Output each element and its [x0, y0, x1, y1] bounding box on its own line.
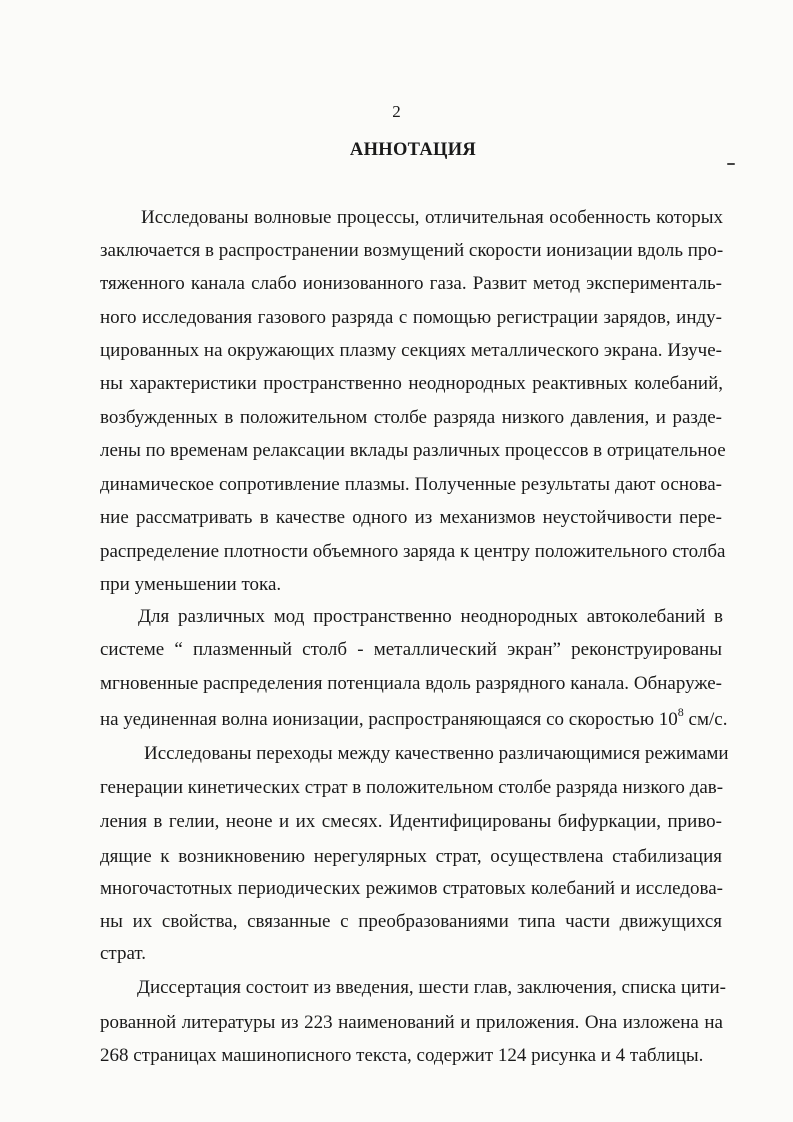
text-line: заключается в распространении возмущений скорости ионизации вдоль про- — [100, 240, 724, 261]
text-line: мгновенные распределения потенциала вдоль разрядного канала. Обнаруже- — [100, 673, 722, 694]
scan-speck — [727, 163, 735, 165]
text-line: 268 страницах машинописного текста, содержит 124 рисунка и 4 таблицы. — [100, 1045, 704, 1066]
speed-unit: см/с. — [683, 709, 728, 730]
text-line: Исследованы переходы между качественно различающимися режимами — [144, 743, 729, 764]
text-line: лены по временам релаксации вклады различных процессов в отрицательное — [100, 440, 726, 461]
text-segment: на уединенная волна ионизации, распространяющаяся со скоростью 10 — [100, 709, 678, 730]
text-line: многочастотных периодических режимов стратовых колебаний и исследова- — [100, 878, 723, 899]
text-line: ны их свойства, связанные с преобразованиями типа части движущихся — [100, 911, 722, 932]
text-line: генерации кинетических страт в положительном столбе разряда низкого дав- — [100, 777, 724, 798]
text-line: Для различных мод пространственно неоднородных автоколебаний в — [138, 606, 723, 627]
text-line-with-speed — [100, 705, 793, 732]
text-line: ного исследования газового разряда с помощью регистрации зарядов, инду- — [100, 307, 722, 328]
text-line: распределение плотности объемного заряда к центру положительного столба — [100, 541, 726, 562]
text-line: ны характеристики пространственно неоднородных реактивных колебаний, — [100, 373, 723, 394]
text-line: ления в гелии, неоне и их смесях. Идентифицированы бифуркации, приво- — [100, 811, 722, 832]
page-title: АННОТАЦИЯ — [349, 140, 477, 160]
text-line: дящие к возникновению нерегулярных страт, осуществлена стабилизация — [100, 846, 722, 867]
text-line: ние рассматривать в качестве одного из механизмов неустойчивости пере- — [100, 507, 722, 528]
page-number: 2 — [392, 102, 401, 121]
text-line: тяженного канала слабо ионизованного газа. Развит метод эксперименталь- — [100, 273, 722, 294]
text-line: рованной литературы из 223 наименований и приложения. Она изложена на — [100, 1012, 723, 1033]
text-line: возбужденных в положительном столбе разряда низкого давления, и разде- — [100, 407, 722, 428]
text-line: системе “ плазменный столб - металлический экран” реконструированы — [100, 639, 722, 660]
text-line: цированных на окружающих плазму секциях металлического экрана. Изуче- — [100, 340, 722, 361]
speed-exponent: 8 — [677, 705, 684, 719]
text-line: динамическое сопротивление плазмы. Полученные результаты дают основа- — [100, 474, 722, 495]
text-line: при уменьшении тока. — [100, 574, 282, 595]
text-line: страт. — [100, 943, 147, 964]
text-line: Диссертация состоит из введения, шести глав, заключения, списка цити- — [137, 977, 726, 998]
text-line: Исследованы волновые процессы, отличительная особенность которых — [141, 207, 723, 228]
